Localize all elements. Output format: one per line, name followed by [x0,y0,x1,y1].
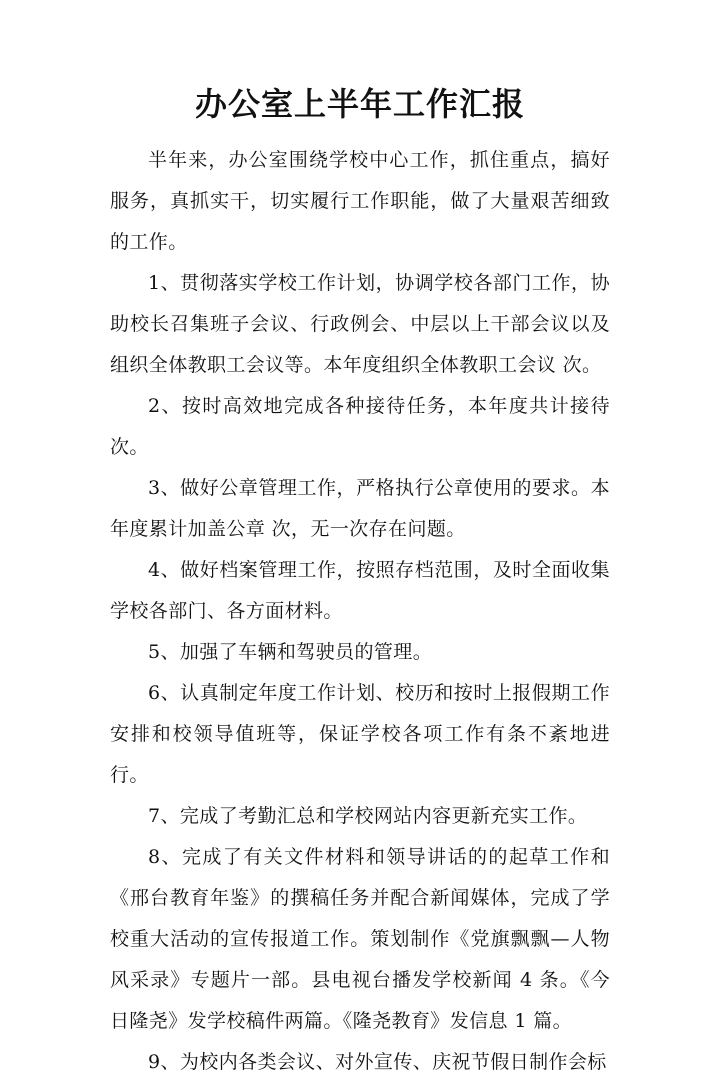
paragraph-item-5: 5、加强了车辆和驾驶员的管理。 [148,641,433,663]
paragraph-item-3: 3、做好公章管理工作，严格执行公章使用的要求。本年度累计加盖公章 次，无一次存在问题。 [110,477,610,540]
document-body [110,140,610,1083]
paragraph-item-2: 2、按时高效地完成各种接待任务，本年度共计接待 次。 [110,395,610,458]
paragraph-item-7: 7、完成了考勤汇总和学校网站内容更新充实工作。 [148,805,588,827]
paragraph-item-8: 8、完成了有关文件材料和领导讲话的的起草工作和《邢台教育年鉴》的撰稿任务并配合新闻媒体，完成了学校重大活动的宣传报道工作。策划制作《党旗飘飘—人物风采录》专题片一部。县电视台播发学校新闻 4 条。《今日隆尧》发学校稿件两篇。《隆尧教育》发信息 1 篇。 [110,846,610,1032]
document-title: 办公室上半年工作汇报 [194,85,525,123]
paragraph-item-6: 6、认真制定年度工作计划、校历和按时上报假期工作安排和校领导值班等，保证学校各项工作有条不紊地进行。 [110,682,610,786]
paragraph-item-1: 1、贯彻落实学校工作计划，协调学校各部门工作，协助校长召集班子会议、行政例会、中层以上干部会议以及组织全体教职工会议等。本年度组织全体教职工会议 次。 [110,272,610,376]
paragraph-item-4: 4、做好档案管理工作，按照存档范围，及时全面收集学校各部门、各方面材料。 [110,559,610,622]
paragraph-item-9: 9、为校内各类会议、对外宣传、庆祝节假日制作会标 [148,1051,607,1073]
paragraph-intro: 半年来，办公室围绕学校中心工作，抓住重点，搞好服务，真抓实干，切实履行工作职能，做了大量艰苦细致的工作。 [110,149,610,253]
